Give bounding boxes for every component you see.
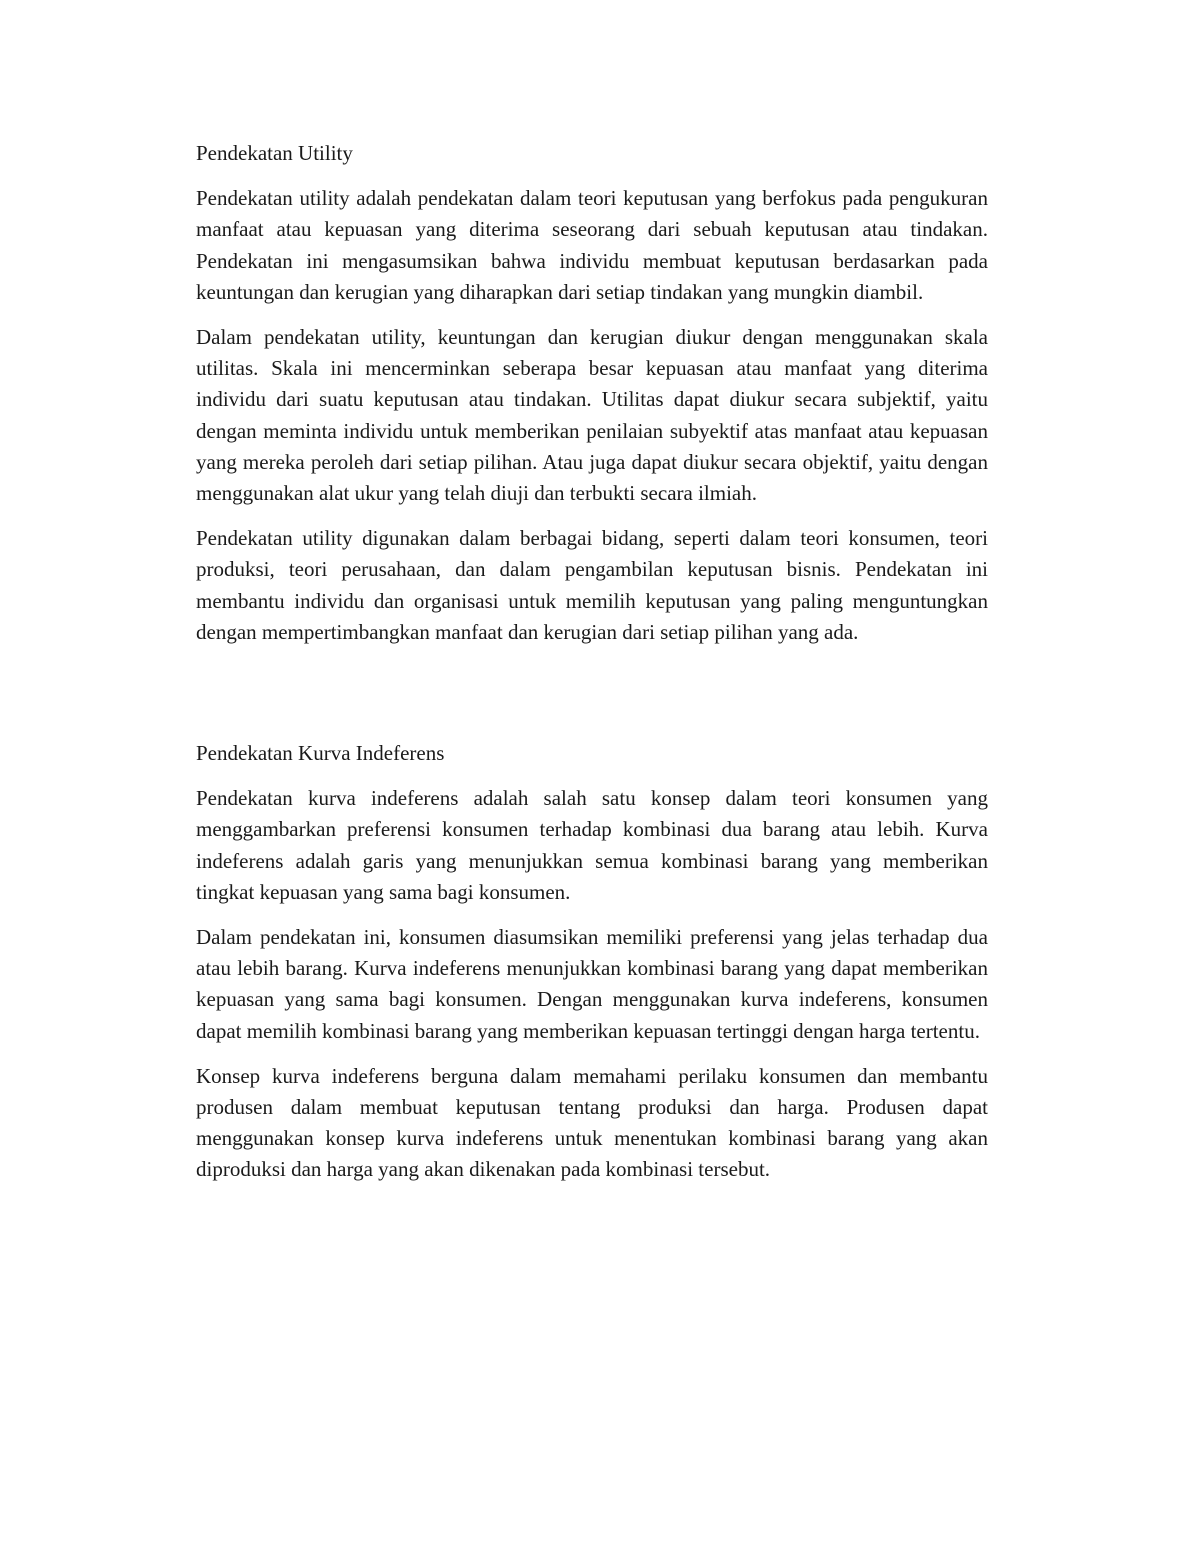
document-body (196, 138, 988, 1200)
paragraph: Dalam pendekatan ini, konsumen diasumsikan memiliki preferensi yang jelas terhadap dua atau lebih barang. Kurva indeferens menunjukkan kombinasi barang yang dapat memberikan kepuasan yang sama bagi konsumen. Dengan menggunakan kurva indeferens, konsumen dapat memilih kombinasi barang yang memberikan kepuasan tertinggi dengan harga tertentu. (196, 925, 988, 1043)
paragraph: Konsep kurva indeferens berguna dalam memahami perilaku konsumen dan membantu produsen dalam membuat keputusan tentang produksi dan harga. Produsen dapat menggunakan konsep kurva indeferens untuk menentukan kombinasi barang yang akan diproduksi dan harga yang akan dikenakan pada kombinasi tersebut. (196, 1063, 988, 1182)
paragraph: Pendekatan utility digunakan dalam berbagai bidang, seperti dalam teori konsumen, teori produksi, teori perusahaan, dan dalam pengambilan keputusan bisnis. Pendekatan ini membantu individu dan organisasi untuk memilih keputusan yang paling menguntungkan dengan mempertimbangkan manfaat dan kerugian dari setiap pilihan yang ada. (196, 526, 988, 644)
paragraph: Dalam pendekatan utility, keuntungan dan kerugian diukur dengan menggunakan skala utilitas. Skala ini mencerminkan seberapa besar kepuasan atau manfaat yang diterima individu dari suatu keputusan atau tindakan. Utilitas dapat diukur secara subjektif, yaitu dengan meminta individu untuk memberikan penilaian subyektif atas manfaat atau kepuasan yang mereka peroleh dari setiap pilihan. Atau juga dapat diukur secara objektif, yaitu dengan menggunakan alat ukur yang telah diuji dan terbukti secara ilmiah. (196, 325, 988, 506)
section-spacer (196, 662, 988, 738)
paragraph: Pendekatan kurva indeferens adalah salah satu konsep dalam teori konsumen yang menggambarkan preferensi konsumen terhadap kombinasi dua barang atau lebih. Kurva indeferens adalah garis yang menunjukkan semua kombinasi barang yang memberikan tingkat kepuasan yang sama bagi konsumen. (196, 786, 988, 904)
section-indifference-curve (196, 738, 988, 1186)
section-utility (196, 138, 988, 648)
section-heading-indifference-curve: Pendekatan Kurva Indeferens (196, 741, 445, 766)
section-heading-utility: Pendekatan Utility (196, 141, 353, 165)
paragraph: Pendekatan utility adalah pendekatan dalam teori keputusan yang berfokus pada pengukuran manfaat atau kepuasan yang diterima seseorang dari sebuah keputusan atau tindakan. Pendekatan ini mengasumsikan bahwa individu membuat keputusan berdasarkan pada keuntungan dan kerugian yang diharapkan dari setiap tindakan yang mungkin diambil. (196, 186, 988, 304)
